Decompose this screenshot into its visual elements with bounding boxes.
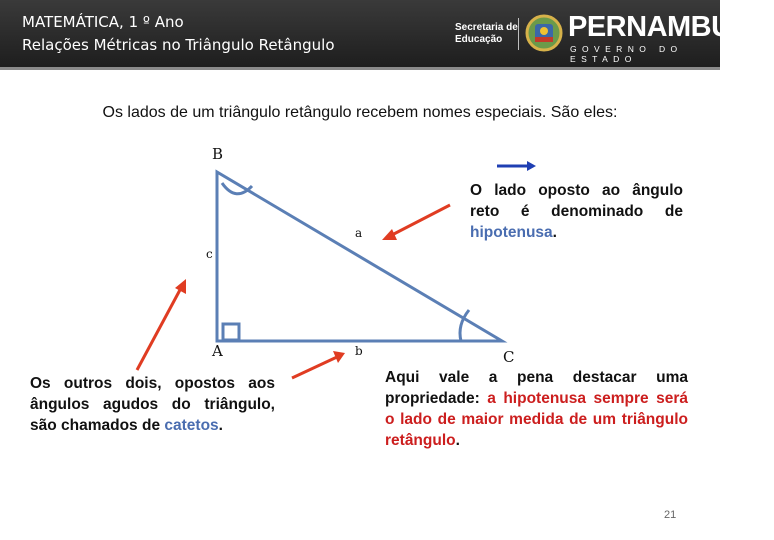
course-title: MATEMÁTICA, 1 º Ano (22, 13, 184, 31)
side-c-label: c (206, 247, 213, 261)
right-triangle (217, 172, 502, 341)
side-a-label: a (355, 226, 363, 240)
intro-text: Os lados de um triângulo retângulo recebem nomes especiais. São eles: (102, 104, 618, 121)
arrow-to-hypotenuse (388, 205, 450, 237)
property-note: Aqui vale a pena destacar uma propriedade: a hipotenusa sempre será o lado de maior medida de um triângulo retângulo. (385, 369, 688, 449)
brand-logo: PERNAMBUCO (568, 11, 774, 43)
vertex-a-label: A (212, 342, 223, 360)
arrow-to-cathetus (137, 288, 181, 370)
angle-arc-c (460, 310, 469, 341)
page-number: 21 (664, 509, 677, 521)
lesson-subtitle: Relações Métricas no Triângulo Retângulo (22, 36, 335, 54)
secretaria-label: Secretaria de Educação (455, 22, 518, 45)
vertex-b-label: B (212, 145, 224, 163)
arrow-to-base (292, 357, 337, 378)
brand-subtitle: GOVERNO DO ESTADO (570, 44, 683, 64)
catetos-note: Os outros dois, opostos aos ângulos agudos do triângulo, são chamados de catetos. (30, 375, 275, 434)
side-b-label: b (355, 344, 363, 358)
right-angle-mark (223, 324, 239, 340)
catetos-term: catetos (164, 417, 219, 434)
hipotenusa-term: hipotenusa (470, 224, 553, 241)
vertex-c-label: C (503, 348, 515, 366)
property-highlight: a hipotenusa sempre será o lado de maior medida de um triângulo retângulo (385, 390, 688, 449)
blue-arrow-head (527, 161, 536, 171)
hipotenusa-note: O lado oposto ao ângulo reto é denominado de hipotenusa. (470, 182, 683, 241)
